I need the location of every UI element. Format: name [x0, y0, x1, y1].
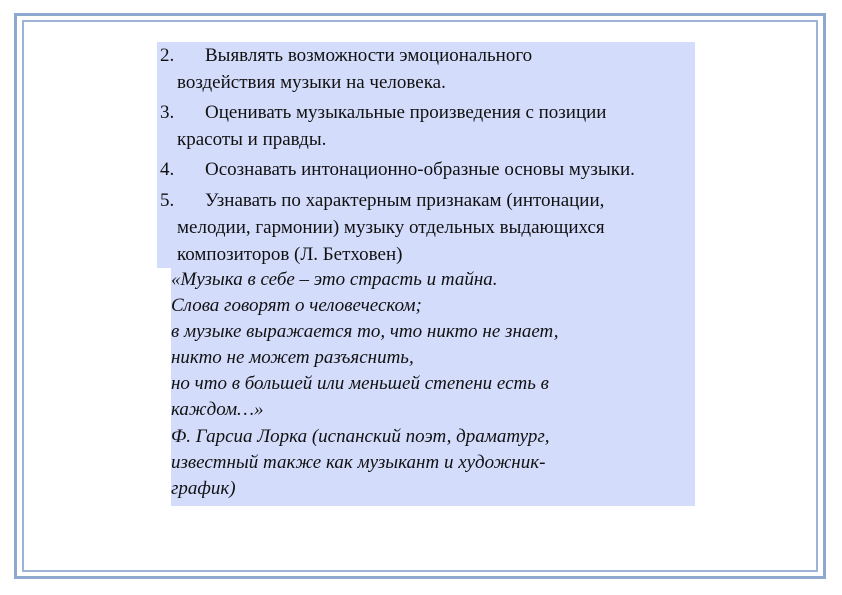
list-item-number: 5.	[160, 190, 175, 211]
quote-line: никто не может разъяснить,	[171, 347, 414, 368]
quote-author-line: известный также как музыкант и художник-	[171, 452, 546, 473]
list-item-text: Осознавать интонационно-образные основы музыки.	[205, 159, 635, 180]
list-item-continuation: композиторов (Л. Бетховен)	[177, 244, 403, 265]
quote-line: Слова говорят о человеческом;	[171, 295, 422, 316]
list-item-number: 4.	[160, 159, 175, 180]
quote-line: в музыке выражается то, что никто не знает,	[171, 321, 559, 342]
quote-author-line: график)	[171, 478, 236, 499]
list-item	[157, 99, 606, 153]
list-item-number: 2.	[160, 45, 175, 66]
list-item-number: 3.	[160, 102, 175, 123]
quote-line: но что в большей или меньшей степени есть в	[171, 373, 549, 394]
quote-line: «Музыка в себе – это страсть и тайна.	[171, 269, 498, 290]
quote-block	[171, 266, 695, 506]
list-item-text: Выявлять возможности эмоционального	[205, 45, 533, 66]
list-item	[157, 42, 532, 96]
list-item-text: Узнавать по характерным признакам (интонации,	[205, 190, 605, 211]
list-item	[157, 187, 605, 268]
list-item-text: Оценивать музыкальные произведения с позиции	[205, 102, 607, 123]
objectives-list	[157, 42, 695, 268]
quote-line: каждом…»	[171, 399, 264, 420]
list-item	[157, 156, 635, 183]
list-item-continuation: мелодии, гармонии) музыку отдельных выдающихся	[177, 217, 605, 238]
quote-author-line: Ф. Гарсиа Лорка (испанский поэт, драматург,	[171, 426, 550, 447]
list-item-continuation: воздействия музыки на человека.	[177, 72, 446, 93]
list-item-continuation: красоты и правды.	[177, 129, 327, 150]
